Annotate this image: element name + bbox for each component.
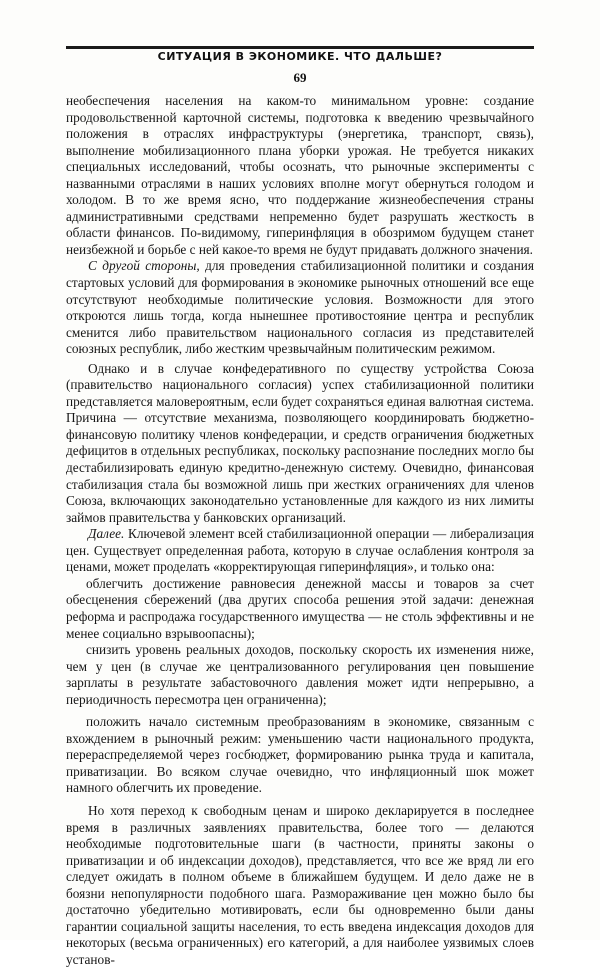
paragraph-text: необеспечения населения на каком-то минимальном уровне: создание продовольственной карточной системы, подготовка к введению чрезвычайного положения в отраслях инфраструктуры (энергетика, транспорт, связь), выполнение мобилизационного плана уборки урожая. Не требуется никаких специальных исследований, чтобы осознать, что рыночные эксперименты с названными отраслями в наших условиях вполне могут обернуться голодом и холодом. В то же время ясно, что поддержание жизнеобеспечения страны административными средствами непременно будет разрушать жесткость в области финансов. По-видимому, гиперинфляция в обозримом будущем станет неизбежной и борьбе с ней какое-то время не будут придавать должного значения. xyxy=(66,93,534,257)
paragraph xyxy=(66,361,534,526)
paragraph-text: Ключевой элемент всей стабилизационной операции — либерализация цен. Существует определенная работа, которую в случае ослабления контроля за ценами, может проделать «корректирующая гиперинфляция», и только она: xyxy=(66,526,534,575)
paragraph-text: Однако и в случае конфедеративного по существу устройства Союза (правительство национального согласия) успех стабилизационной политики представляется маловероятным, если будет сохраняться единая валютная система. Причина — отсутствие механизма, позволяющего координировать бюджетно-финансовую политику членов конфедерации, и средств ограничения бюджетных дефицитов в отдельных республиках, поскольку распознание последних могло бы дестабилизировать единую кредитно-денежную систему. Очевидно, финансовая стабилизация стала бы возможной лишь при жестких ограничениях для членов Союза, включающих законодательно установленные для каждого из них лимиты займов правительства у банковских организаций. xyxy=(66,360,534,525)
paragraph xyxy=(66,526,534,576)
list-item: облегчить достижение равновесия денежной массы и товаров за счет обесценения сбережений (два других способа решения этой задачи: денежная реформа и распродажа государственного имущества — не столь эффективны и не менее социально взрывоопасны); xyxy=(66,575,534,641)
paragraph-lead: Далее. xyxy=(88,526,125,542)
header-rule xyxy=(66,46,534,49)
paragraph-lead: С другой стороны, xyxy=(88,258,200,274)
body-text xyxy=(66,93,534,968)
list-item: снизить уровень реальных доходов, поскольку скорость их изменения ниже, чем у цен (в случае же централизованного регулирования цен повышение зарплаты в результате забастовочного давления может идти непрерывно, а периодичность пересмотра цен ограниченна); xyxy=(66,642,534,707)
paragraph-text: для проведения стабилизационной политики и создания стартовых условий для формирования в экономике рыночных отношений все еще отсутствуют необходимые политические условия. Возможности для этого откроются лишь тогда, когда нынешнее противостояние центра и республик сменится либо правительством национального согласия из представителей союзных республик, либо жестким чрезвычайным политическим режимом. xyxy=(66,258,535,357)
page-number: 69 xyxy=(293,70,307,85)
list-item: положить начало системным преобразованиям в экономике, связанным с вхождением в рыночный режим: уменьшению части национального продукта, перераспределяемой через госбюджет, формированию рынка труда и капитала, приватизации. Во всяком случае очевидно, что инфляционный шок может намного облегчить их проведение. xyxy=(66,714,534,796)
paragraph: Но хотя переход к свободным ценам и широко декларируется в последнее время в различных заявлениях правительства, более того — делаются необходимые подготовительные шаги (в частности, приняты законы о приватизации и об индексации доходов), представляется, что все же вряд ли его следует ожидать в полном объеме в ближайшем будущем. И дело даже не в боязни непопулярности подобного шага. Размораживание цен можно было бы достаточно убедительно мотивировать, если бы одновременно были даны гарантии социальной защиты населения, то есть введена индексация доходов для некоторых (весьма ограниченных) его категорий, а для наиболее уязвимых слоев установ- xyxy=(66,802,534,967)
running-title: СИТУАЦИЯ В ЭКОНОМИКЕ. ЧТО ДАЛЬШЕ? xyxy=(157,50,443,63)
paragraph xyxy=(66,258,534,357)
paragraph xyxy=(66,93,534,258)
